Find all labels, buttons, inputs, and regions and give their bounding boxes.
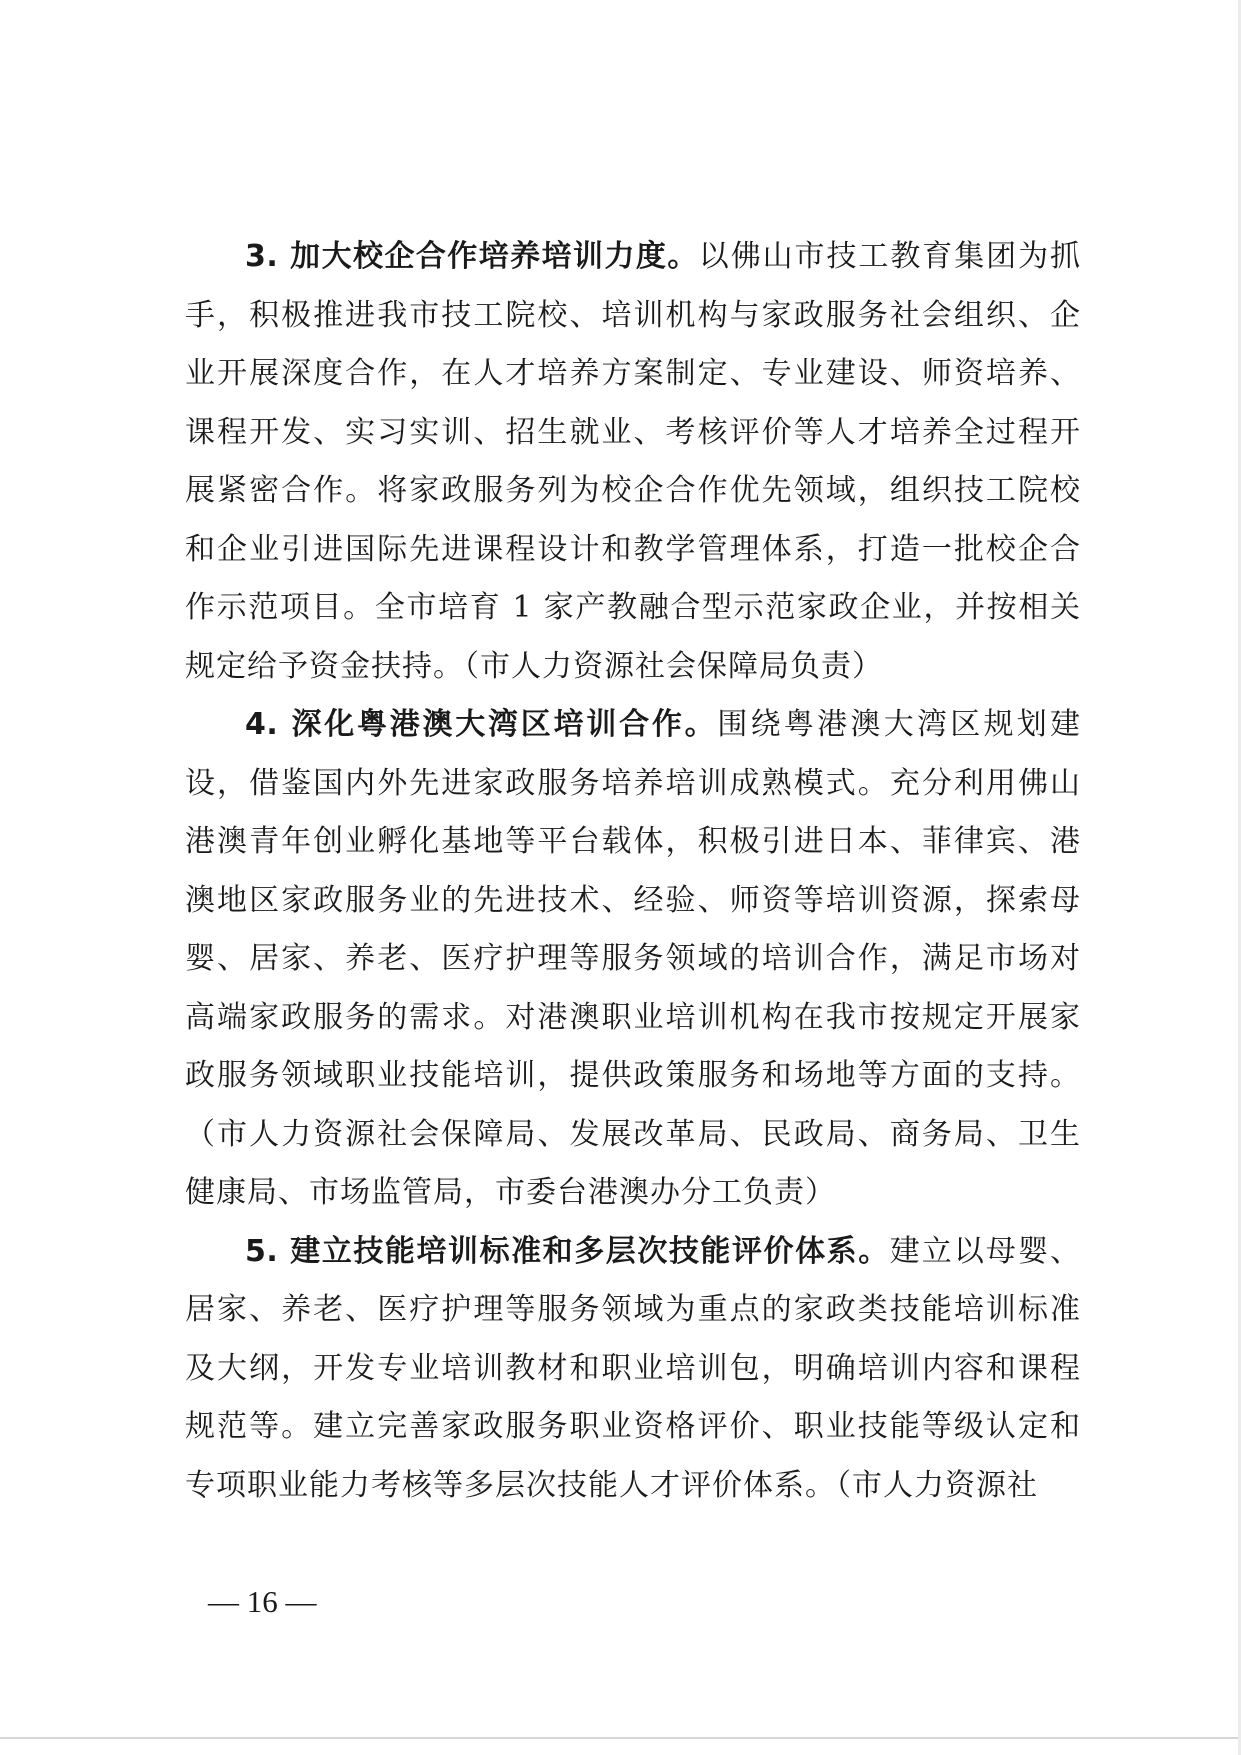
body-text [185,228,1081,1515]
paragraph-heading: 5. 建立技能培训标准和多层次技能评价体系。 [245,1233,890,1269]
paragraph-4 [185,696,1081,1223]
scan-bottom-edge [0,1737,1241,1739]
paragraph-3 [185,228,1081,696]
paragraph-heading: 4. 深化粤港澳大湾区培训合作。 [245,707,718,742]
paragraph-body: 建立以母婴、居家、养老、医疗护理等服务领域为重点的家政类技能培训标准及大纲，开发专业培训教材和职业培训包，明确培训内容和课程规范等。建立完善家政服务职业资格评价、职业技能等级认定和专项职业能力考核等多层次技能人才评价体系。（市人力资源社 [185,1233,1082,1503]
paragraph-5 [185,1223,1081,1516]
paragraph-heading: 3. 加大校企合作培养培训力度。 [245,239,699,274]
paragraph-body: 以佛山市技工教育集团为抓手，积极推进我市技工院校、培训机构与家政服务社会组织、企业开展深度合作，在人才培养方案制定、专业建设、师资培养、课程开发、实习实训、招生就业、考核评价等人才培养全过程开展紧密合作。将家政服务列为校企合作优先领域，组织技工院校和企业引进国际先进课程设计和教学管理体系，打造一批校企合作示范项目。全市培育 1 家产教融合型示范家政企业，并按相关规定给予资金扶持。（市人力资源社会保障局负责） [185,239,1082,684]
page-number: — 16 — [208,1584,317,1619]
paragraph-body: 围绕粤港澳大湾区规划建设，借鉴国内外先进家政服务培养培训成熟模式。充分利用佛山港澳青年创业孵化基地等平台载体，积极引进日本、菲律宾、港澳地区家政服务业的先进技术、经验、师资等培训资源，探索母婴、居家、养老、医疗护理等服务领域的培训合作，满足市场对高端家政服务的需求。对港澳职业培训机构在我市按规定开展家政服务领域职业技能培训，提供政策服务和场地等方面的支持。（市人力资源社会保障局、发展改革局、民政局、商务局、卫生健康局、市场监管局，市委台港澳办分工负责） [185,707,1082,1210]
